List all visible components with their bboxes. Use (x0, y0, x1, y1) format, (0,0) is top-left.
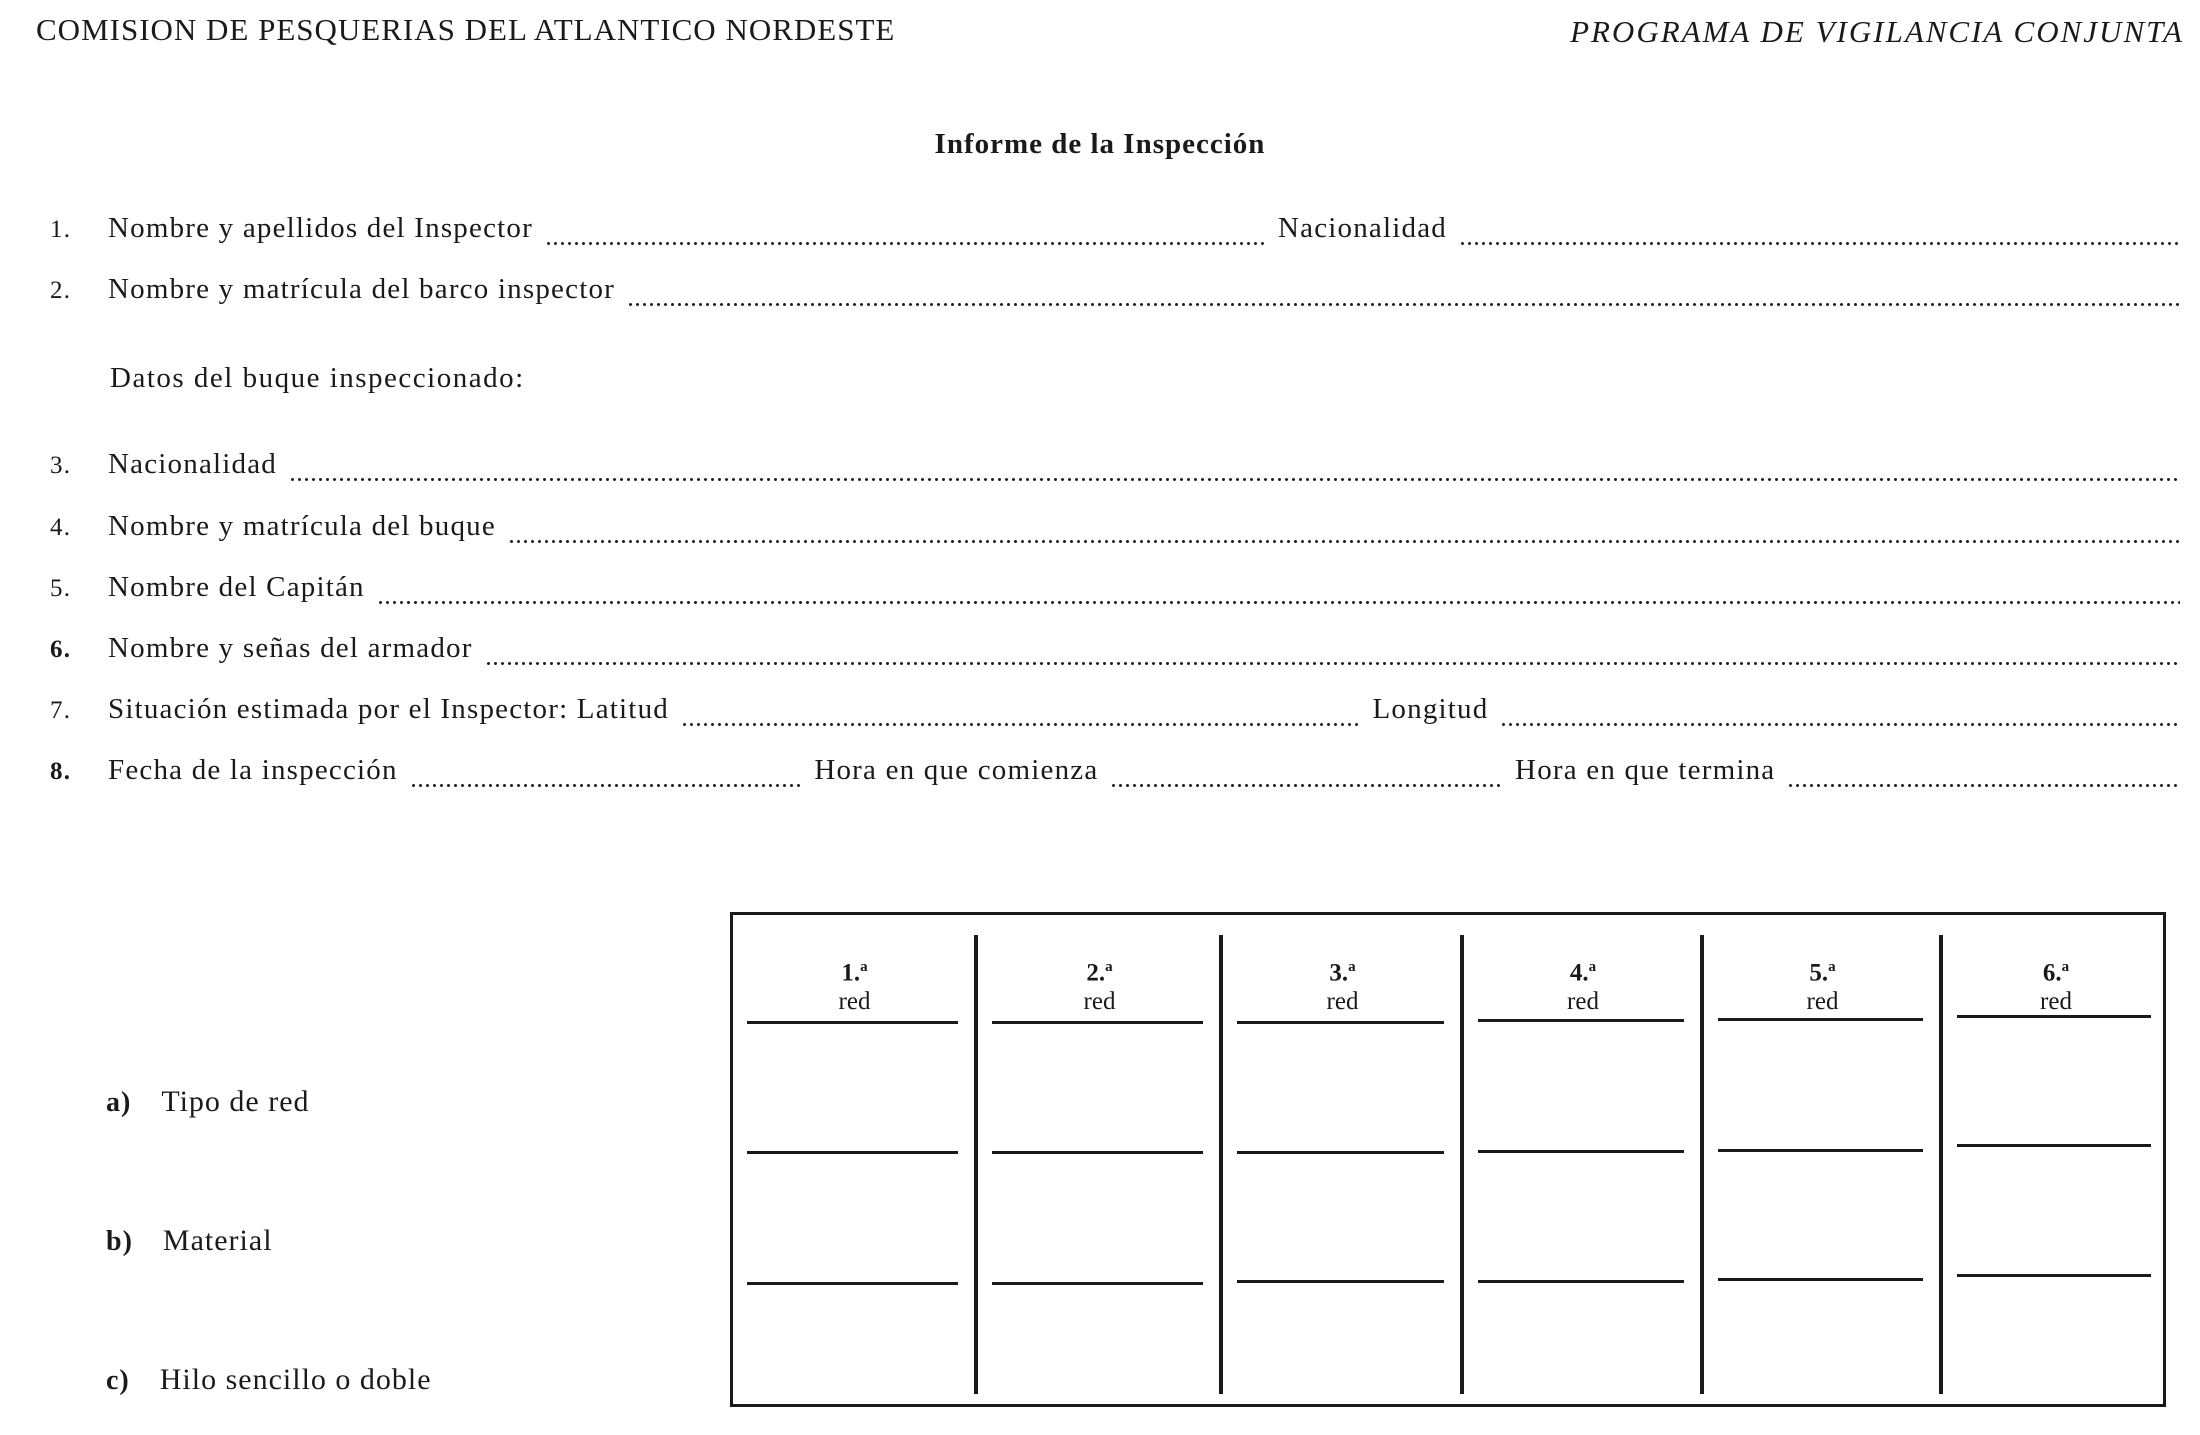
field-label: Longitud (1372, 693, 1489, 725)
field-label: Situación estimada por el Inspector: Latitud (108, 693, 669, 725)
net-column-3 (1223, 915, 1462, 1404)
nets-table (730, 912, 2166, 1407)
field-number: 3. (50, 452, 72, 479)
net-column-6 (1943, 915, 2169, 1404)
field-inspection-vessel (50, 273, 2180, 313)
inspector-name-entry-line[interactable] (545, 212, 1266, 252)
inspector-nationality-entry-line[interactable] (1459, 212, 2180, 252)
field-label: Fecha de la inspección (108, 754, 398, 786)
field-number: 1. (50, 216, 72, 243)
form-title: Informe de la Inspección (934, 128, 1266, 160)
row-label-material (106, 1224, 273, 1258)
field-label: Nombre y señas del armador (108, 632, 473, 664)
field-label: Nacionalidad (108, 448, 278, 480)
field-number: 8. (50, 758, 72, 785)
row-text: Hilo sencillo o doble (159, 1363, 432, 1396)
program-header: PROGRAMA DE VIGILANCIA CONJUNTA (1570, 14, 2184, 49)
field-label: Hora en que termina (1515, 754, 1776, 786)
field-inspector-name (50, 212, 2180, 252)
field-label: Nacionalidad (1277, 212, 1447, 244)
end-time-entry-line[interactable] (1787, 754, 2180, 794)
field-label: Nombre y matrícula del buque (108, 510, 496, 542)
column-header: 4.$^a$ red (1567, 959, 1599, 1016)
organization-header: COMISION DE PESQUERIAS DEL ATLANTICO NORDESTE (36, 12, 896, 47)
field-label: Nombre y apellidos del Inspector (108, 212, 533, 244)
captain-name-entry-line[interactable] (377, 571, 2180, 611)
row-label-thread (106, 1363, 432, 1397)
latitude-entry-line[interactable] (681, 693, 1361, 733)
date-entry-line[interactable] (410, 754, 803, 794)
field-number: 4. (50, 514, 72, 541)
longitude-entry-line[interactable] (1500, 693, 2180, 733)
row-text: Material (162, 1224, 273, 1257)
column-header: 3.$^a$ red (1326, 959, 1359, 1016)
net-column-4 (1464, 915, 1702, 1404)
vessel-name-entry-line[interactable] (508, 510, 2180, 550)
row-label-net-type (106, 1085, 310, 1119)
owner-entry-line[interactable] (485, 632, 2180, 672)
vessel-nationality-entry-line[interactable] (289, 448, 2180, 488)
field-inspection-date (50, 754, 2180, 794)
column-header: 2.$^a$ red (1083, 959, 1116, 1016)
net-column-2 (978, 915, 1221, 1404)
column-header: 1.$^a$ red (838, 959, 871, 1016)
column-header: 6.$^a$ red (2040, 959, 2072, 1016)
column-header: 5.$^a$ red (1806, 959, 1839, 1016)
field-number: 2. (50, 277, 72, 304)
field-vessel-nationality (50, 448, 2180, 488)
field-number: 6. (50, 636, 72, 663)
field-vessel-name (50, 510, 2180, 550)
row-text: Tipo de red (161, 1085, 310, 1118)
row-letter: b) (106, 1226, 133, 1257)
row-letter: a) (106, 1087, 132, 1118)
field-number: 7. (50, 697, 72, 724)
start-time-entry-line[interactable] (1110, 754, 1503, 794)
field-label: Nombre del Capitán (108, 571, 365, 603)
net-column-1 (733, 915, 976, 1404)
field-number: 5. (50, 575, 72, 602)
row-letter: c) (106, 1365, 130, 1396)
field-captain-name (50, 571, 2180, 611)
field-position (50, 693, 2180, 733)
field-owner (50, 632, 2180, 672)
net-column-5 (1704, 915, 1941, 1404)
section-heading: Datos del buque inspeccionado: (110, 362, 525, 394)
field-label: Nombre y matrícula del barco inspector (108, 273, 616, 305)
inspection-vessel-entry-line[interactable] (627, 273, 2180, 313)
field-label: Hora en que comienza (814, 754, 1099, 786)
